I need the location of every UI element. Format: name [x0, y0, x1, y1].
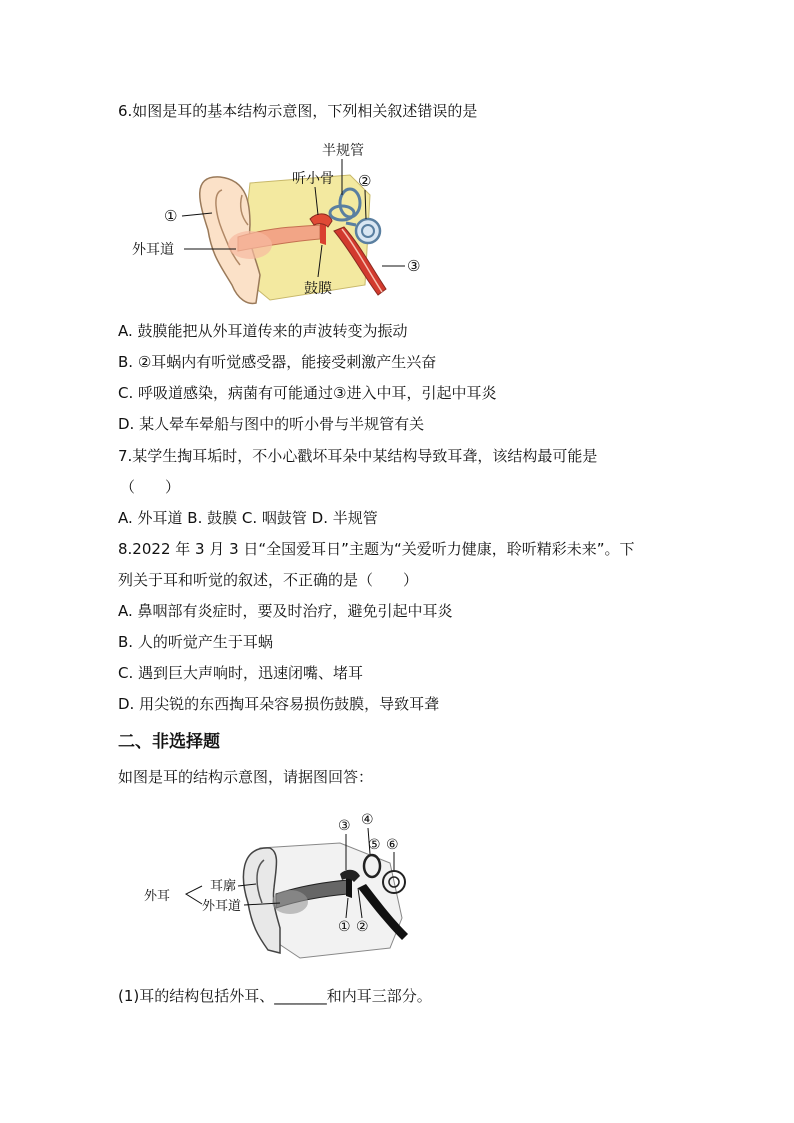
q8-option-c: C. 遇到巨大声响时，迅速闭嘴、堵耳	[118, 664, 364, 682]
q6-option-a: A. 鼓膜能把从外耳道传来的声波转变为振动	[118, 322, 408, 340]
label-4: ④	[361, 812, 374, 828]
label-1: ①	[338, 919, 351, 935]
q8-stem-line1: 8.2022 年 3 月 3 日“全国爱耳日”主题为“关爱听力健康，聆听精彩未来”。下	[118, 540, 635, 558]
label-2: ②	[356, 919, 369, 935]
cochlea	[356, 219, 380, 243]
q7-stem: 7.某学生掏耳垢时，不小心戳坏耳朵中某结构导致耳聋，该结构最可能是	[118, 447, 598, 465]
ear-diagram-bw-svg	[140, 808, 420, 963]
label-outer-ear: 外耳	[144, 889, 171, 904]
vestibule	[346, 223, 356, 225]
q7-bracket: （ ）	[120, 478, 181, 496]
q8-option-a: A. 鼻咽部有炎症时，要及时治疗，避免引起中耳炎	[118, 602, 453, 620]
label-3: ③	[407, 257, 421, 275]
q8-option-d: D. 用尖锐的东西掏耳朵容易损伤鼓膜，导致耳聋	[118, 695, 440, 713]
q8-option-b: B. 人的听觉产生于耳蜗	[118, 633, 273, 651]
label-3: ③	[338, 818, 351, 834]
q7-options: A. 外耳道 B. 鼓膜 C. 咽鼓管 D. 半规管	[118, 509, 378, 527]
label-canal: 外耳道	[132, 242, 174, 258]
label-pinna: 耳廓	[210, 879, 237, 894]
outer-ear-bracket	[186, 886, 202, 904]
label-ossicles: 听小骨	[292, 171, 334, 187]
section2-intro: 如图是耳的结构示意图，请据图回答：	[118, 768, 374, 786]
q6-option-b: B. ②耳蜗内有听觉感受器，能接受刺激产生兴奋	[118, 353, 437, 371]
label-semicircular: 半规管	[322, 143, 364, 159]
ear-canal-glow	[228, 231, 272, 259]
label-1: ①	[164, 207, 178, 225]
label-2: ②	[358, 172, 372, 190]
ear-diagram-colored	[120, 135, 450, 315]
q6-option-d: D. 某人晕车晕船与图中的听小骨与半规管有关	[118, 415, 425, 433]
section2-title: 二、非选择题	[118, 732, 220, 752]
ear-diagram-colored-svg	[120, 135, 450, 315]
ear-diagram-bw	[140, 808, 420, 963]
label-5: ⑤	[368, 837, 381, 853]
label-eardrum: 鼓膜	[304, 281, 332, 297]
q6-stem: 6.如图是耳的基本结构示意图，下列相关叙述错误的是	[118, 102, 478, 120]
q6-option-c: C. 呼吸道感染，病菌有可能通过③进入中耳，引起中耳炎	[118, 384, 497, 402]
label-canal: 外耳道	[202, 899, 242, 914]
label-6: ⑥	[386, 837, 399, 853]
q8-stem-line2: 列关于耳和听觉的叙述，不正确的是（ ）	[118, 571, 419, 589]
section2-q1: (1)耳的结构包括外耳、_______和内耳三部分。	[118, 987, 432, 1005]
ear-canal-shade	[272, 890, 308, 914]
